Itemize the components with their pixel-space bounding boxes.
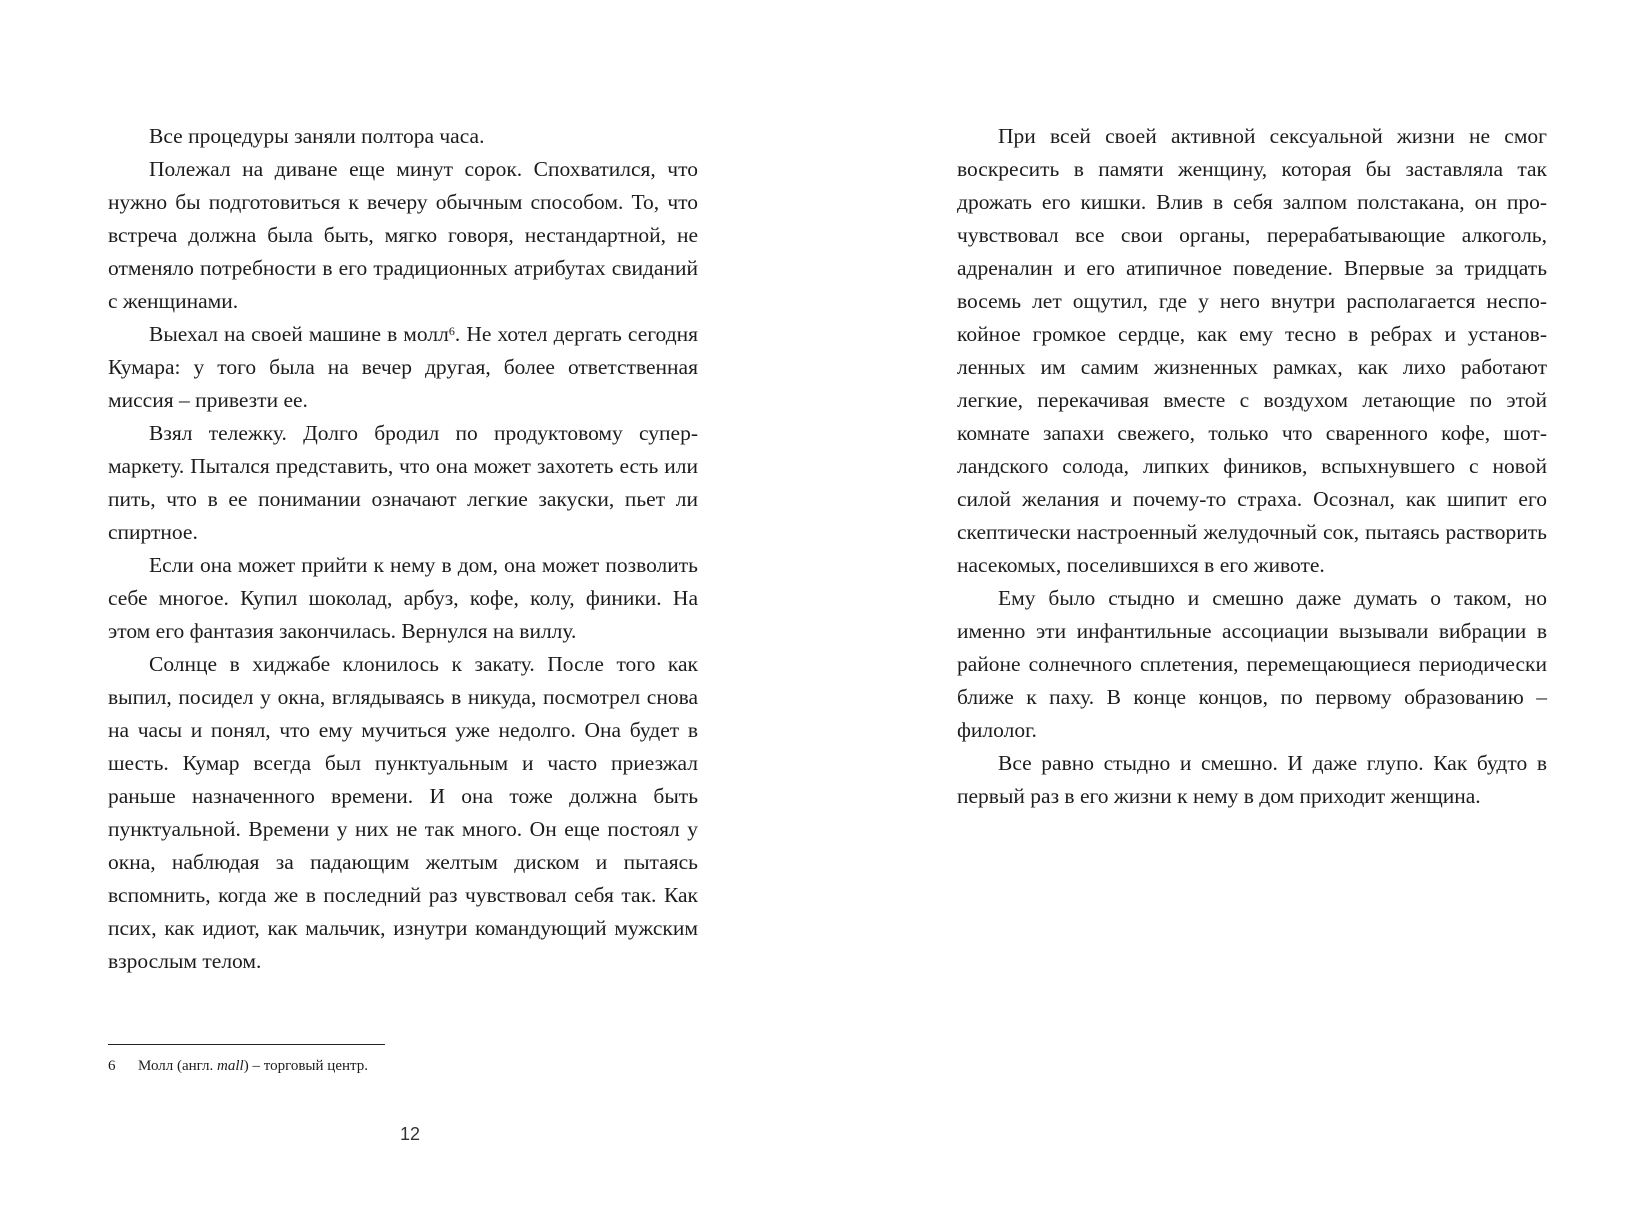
paragraph: Ему было стыдно и смешно даже думать о таком, но именно эти инфантильные ассоциации вызывали вибрации в районе солнечного сплетения, перемещающиеся периодически ближе к паху. В конце концов, по первому образованию – филолог. — [957, 586, 1547, 742]
paragraph: Полежал на диване еще минут сорок. Спохватился, что нужно бы подготовиться к вечеру обычным способом. То, что встреча должна была быть, мягко говоря, нестандартной, не отменяло потребности в его традиционных атрибутах свиданий с женщинами. — [108, 157, 698, 313]
footnote — [108, 1056, 698, 1076]
paragraph-punct: . — [454, 322, 461, 346]
paragraph: Все равно стыдно и смешно. И даже глупо. Как будто в первый раз в его жизни к нему в дом приходит женщина. — [957, 751, 1547, 808]
footnote-divider — [108, 1044, 385, 1045]
paragraph: Солнце в хиджабе клонилось к закату. После того как выпил, посидел у окна, вглядываясь в никуда, посмотрел снова на часы и понял, что ему мучиться уже недолго. Она будет в шесть. Кумар всегда был пунктуальным и часто приезжал раньше назначенного времени. И она тоже должна быть пунктуальной. Времени у них не так много. Он еще постоял у окна, наблюдая за падающим желтым диском и пытаясь вспомнить, когда же в последний раз чувствовал себя так. Как псих, как идиот, как мальчик, изнутри командующий мужским взрослым телом. — [108, 652, 698, 973]
paragraph-rest: Не хотел дергать сегодня Кумара: у того была на вечер другая, более ответственная миссия – привезти ее. — [108, 322, 699, 412]
paragraph: Если она может прийти к нему в дом, она может позволить себе многое. Купил шоколад, арбуз, кофе, колу, финики. На этом его фантазия закончилась. Вернулся на виллу. — [108, 553, 698, 643]
footnote-text-after: ) – торговый центр. — [243, 1058, 368, 1074]
footnote-italic: mall — [217, 1058, 244, 1074]
right-page — [822, 0, 1644, 1208]
footnote-text-before: Молл (англ. — [138, 1058, 218, 1074]
footnote-number: 6 — [108, 1058, 116, 1074]
right-page-text — [957, 120, 1547, 813]
paragraph: Взял тележку. Долго бродил по продуктовому супермаркету. Пытался представить, что она может захотеть есть или пить, что в ее понимании означают легкие закуски, пьет ли спиртное. — [108, 421, 698, 544]
paragraph: При всей своей активной сексуальной жизни не смог воскресить в памяти женщину, которая бы заставляла так дрожать его кишки. Влив в себя залпом полстакана, он прочувствовал все свои органы, перерабатывающие алкоголь, адреналин и его атипичное поведение. Впервые за тридцать восемь лет ощутил, где у него внутри располагается неспокойное громкое сердце, как ему тесно в ребрах и установленных им самим жизненных рамках, как лихо работают легкие, перекачивая вместе с воздухом летающие по этой комнате запахи свежего, только что сваренного кофе, шотландского солода, липких фиников, вспыхнувшего с новой силой желания и почему-то страха. Осознал, как шипит его скептически настроенный желудочный сок, пытаясь растворить насекомых, поселившихся в его животе. — [957, 124, 1547, 577]
paragraph: Все процедуры заняли полтора часа. — [149, 124, 485, 148]
left-page-text — [108, 120, 698, 978]
paragraph-lead: Выехал на своей машине в молл — [149, 322, 449, 346]
paragraph-with-footnote — [108, 318, 698, 417]
page-number: 12 — [399, 1124, 421, 1144]
footnote-marker[interactable]: 6 — [448, 324, 455, 338]
